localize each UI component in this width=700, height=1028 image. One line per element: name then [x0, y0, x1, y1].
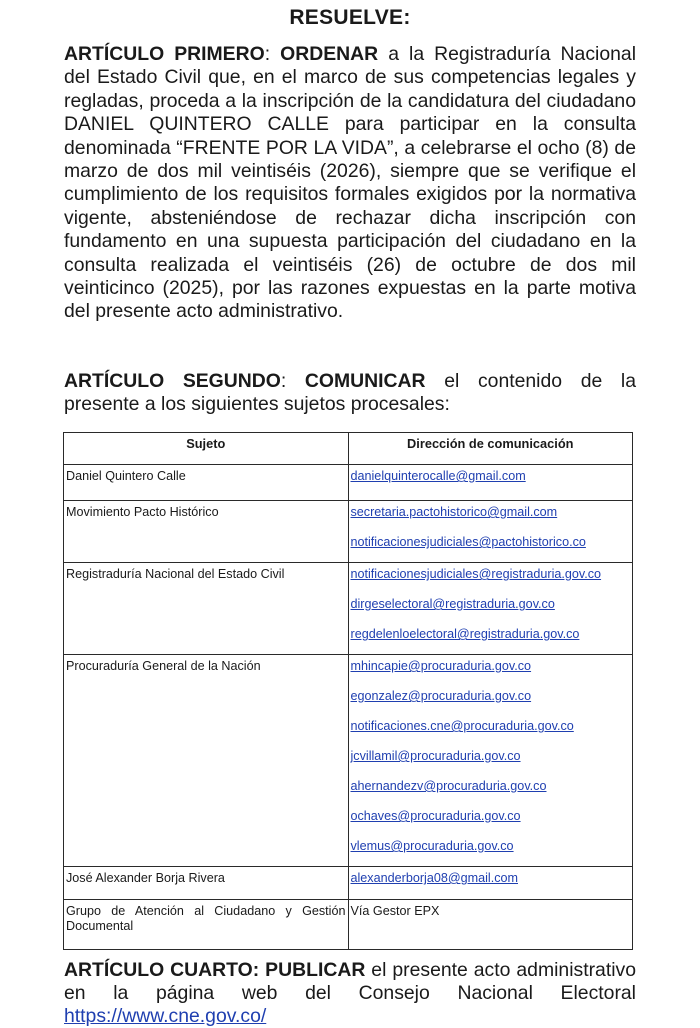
article-cuarto-verb: PUBLICAR — [265, 959, 366, 981]
address-cell — [348, 465, 633, 501]
email-link[interactable]: notificacionesjudiciales@registraduria.gov.co — [350, 567, 602, 581]
email-line — [351, 839, 631, 866]
address-cell — [348, 867, 633, 900]
email-link[interactable]: notificaciones.cne@procuraduria.gov.co — [350, 719, 574, 733]
email-link[interactable]: egonzalez@procuraduria.gov.co — [350, 689, 532, 703]
email-link[interactable]: alexanderborja08@gmail.com — [350, 871, 518, 885]
subjects-table — [63, 432, 633, 950]
table-row — [64, 501, 633, 563]
subject-cell: Grupo de Atención al Ciudadano y Gestión Documental — [64, 900, 349, 950]
table-row — [64, 655, 633, 867]
email-line — [351, 779, 631, 809]
subject-cell: Registraduría Nacional del Estado Civil — [64, 563, 349, 655]
header-address: Dirección de comunicación — [348, 433, 633, 465]
table-row — [64, 900, 633, 950]
email-link[interactable]: mhincapie@procuraduria.gov.co — [350, 659, 532, 673]
email-line — [351, 535, 631, 562]
article-segundo-verb: COMUNICAR — [304, 370, 426, 392]
email-link[interactable]: regdelenloelectoral@registraduria.gov.co — [350, 627, 580, 641]
article-cuarto — [64, 959, 636, 1006]
email-link[interactable]: jcvillamil@procuraduria.gov.co — [350, 749, 521, 763]
email-line — [351, 659, 631, 689]
email-line — [351, 719, 631, 749]
subject-cell: Daniel Quintero Calle — [64, 465, 349, 501]
table-row — [64, 465, 633, 501]
address-cell — [348, 563, 633, 655]
email-line — [351, 567, 631, 597]
email-link[interactable]: danielquinterocalle@gmail.com — [350, 469, 526, 483]
table-row — [64, 867, 633, 900]
email-link[interactable]: secretaria.pactohistorico@gmail.com — [350, 505, 558, 519]
article-primero-sep: : — [264, 43, 281, 65]
article-cuarto-text: el presente acto administrativo en la página web del Consejo Nacional Electoral — [64, 959, 637, 1005]
article-segundo — [64, 370, 636, 417]
email-line — [351, 627, 631, 654]
address-cell — [348, 655, 633, 867]
article-segundo-sep: : — [280, 370, 305, 392]
email-link[interactable]: dirgeselectoral@registraduria.gov.co — [350, 597, 555, 611]
email-line — [351, 505, 631, 535]
email-line — [351, 749, 631, 779]
delivery-method: Vía Gestor EPX — [350, 904, 440, 918]
table-header-row — [64, 433, 633, 465]
article-segundo-label: ARTÍCULO SEGUNDO — [64, 370, 281, 392]
article-primero-text: a la Registraduría Nacional del Estado Civil que, en el marco de sus competencias legales y regladas, proceda a la inscripción de la candidatura del ciudadano DANIEL QUINTERO CALLE para participar en la consulta denominada “FRENTE POR LA VIDA”, a celebrarse el ocho (8) de marzo de dos mil veintiséis (2026), siempre que se verifique el cumplimiento de los requisitos formales exigidos por la normativa vigente, absteniéndose de rechazar dicha inscripción con fundamento en una supuesta participación del ciudadano en la consulta realizada el veintiséis (26) de octubre de dos mil veinticinco (2025), por las razones expuestas en la parte motiva del presente acto administrativo. — [64, 43, 637, 323]
email-line — [351, 689, 631, 719]
email-link[interactable]: ahernandezv@procuraduria.gov.co — [350, 779, 547, 793]
cne-website-link[interactable]: https://www.cne.gov.co/ — [64, 1005, 267, 1027]
email-line — [351, 871, 631, 898]
email-line — [351, 809, 631, 839]
subject-cell: José Alexander Borja Rivera — [64, 867, 349, 900]
address-cell — [348, 900, 633, 950]
article-primero — [64, 43, 636, 324]
article-primero-verb: ORDENAR — [280, 43, 379, 65]
address-cell — [348, 501, 633, 563]
article-primero-label: ARTÍCULO PRIMERO — [64, 43, 265, 65]
subject-cell: Movimiento Pacto Histórico — [64, 501, 349, 563]
email-line — [351, 469, 631, 496]
table-row — [64, 563, 633, 655]
email-link[interactable]: ochaves@procuraduria.gov.co — [350, 809, 521, 823]
email-link[interactable]: notificacionesjudiciales@pactohistorico.co — [350, 535, 586, 549]
article-cuarto-label: ARTÍCULO CUARTO: — [64, 959, 260, 981]
header-subject: Sujeto — [64, 433, 349, 465]
email-line — [351, 597, 631, 627]
article-segundo-text: el contenido de la presente a los siguientes sujetos procesales: — [64, 370, 637, 416]
email-link[interactable]: vlemus@procuraduria.gov.co — [350, 839, 514, 853]
subject-cell: Procuraduría General de la Nación — [64, 655, 349, 867]
resolution-heading: RESUELVE: — [289, 6, 411, 29]
